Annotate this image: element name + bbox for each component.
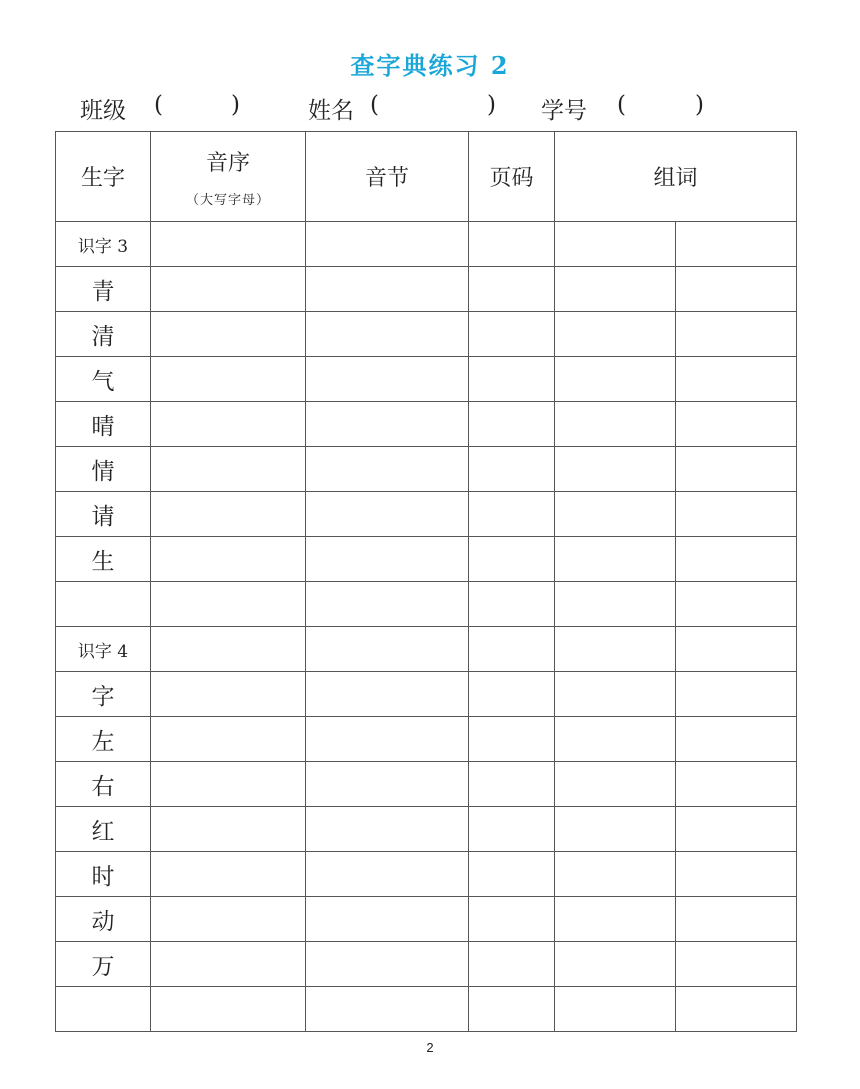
class-label: 班级	[80, 98, 126, 124]
word-cell-2[interactable]	[676, 672, 797, 717]
page-cell[interactable]	[469, 942, 555, 987]
id-open-paren: (	[617, 92, 626, 118]
word-cell-1[interactable]	[555, 402, 676, 447]
syllable-cell[interactable]	[306, 582, 469, 627]
table-row	[56, 807, 797, 852]
id-close-paren: )	[695, 92, 704, 118]
table-row	[56, 762, 797, 807]
page-cell[interactable]	[469, 717, 555, 762]
order-cell[interactable]	[151, 312, 306, 357]
table-row	[56, 357, 797, 402]
table-header-row	[56, 132, 797, 222]
table-row	[56, 897, 797, 942]
table-row	[56, 672, 797, 717]
word-cell-2[interactable]	[676, 987, 797, 1032]
word-cell-1[interactable]	[555, 357, 676, 402]
word-cell-2[interactable]	[676, 942, 797, 987]
class-close-paren: )	[231, 92, 240, 118]
table-row	[56, 582, 797, 627]
word-cell-1[interactable]	[555, 987, 676, 1032]
char-cell: 请	[56, 492, 151, 537]
word-cell-1[interactable]	[555, 627, 676, 672]
table-row	[56, 537, 797, 582]
syllable-cell[interactable]	[306, 447, 469, 492]
word-cell-1[interactable]	[555, 717, 676, 762]
word-cell-2[interactable]	[676, 582, 797, 627]
char-cell: 左	[56, 717, 151, 762]
section-label: 识字 4	[56, 627, 151, 672]
word-cell-1[interactable]	[555, 582, 676, 627]
order-cell[interactable]	[151, 852, 306, 897]
syllable-cell[interactable]	[306, 267, 469, 312]
table-row	[56, 447, 797, 492]
char-cell: 时	[56, 852, 151, 897]
char-cell: 晴	[56, 402, 151, 447]
word-cell-2[interactable]	[676, 627, 797, 672]
word-cell-1[interactable]	[555, 537, 676, 582]
char-cell: 字	[56, 672, 151, 717]
table-row	[56, 222, 797, 267]
char-cell: 清	[56, 312, 151, 357]
word-cell-1[interactable]	[555, 222, 676, 267]
word-cell-2[interactable]	[676, 222, 797, 267]
table-row	[56, 267, 797, 312]
page-cell[interactable]	[469, 537, 555, 582]
page-cell[interactable]	[469, 987, 555, 1032]
syllable-cell[interactable]	[306, 852, 469, 897]
char-cell: 情	[56, 447, 151, 492]
class-open-paren: (	[154, 92, 163, 118]
char-cell	[56, 582, 151, 627]
word-cell-2[interactable]	[676, 492, 797, 537]
word-cell-2[interactable]	[676, 897, 797, 942]
word-cell-2[interactable]	[676, 762, 797, 807]
word-cell-1[interactable]	[555, 762, 676, 807]
table-row	[56, 717, 797, 762]
word-cell-1[interactable]	[555, 852, 676, 897]
syllable-cell[interactable]	[306, 627, 469, 672]
syllable-cell[interactable]	[306, 402, 469, 447]
page-cell[interactable]	[469, 807, 555, 852]
page-cell[interactable]	[469, 222, 555, 267]
order-cell[interactable]	[151, 672, 306, 717]
page-title: 查字典练习 2	[350, 51, 510, 80]
page-cell[interactable]	[469, 852, 555, 897]
char-cell: 动	[56, 897, 151, 942]
word-cell-2[interactable]	[676, 537, 797, 582]
page-cell[interactable]	[469, 267, 555, 312]
order-cell[interactable]	[151, 897, 306, 942]
page-cell[interactable]	[469, 897, 555, 942]
order-cell[interactable]	[151, 807, 306, 852]
syllable-cell[interactable]	[306, 222, 469, 267]
syllable-cell[interactable]	[306, 537, 469, 582]
table-row	[56, 942, 797, 987]
word-cell-2[interactable]	[676, 267, 797, 312]
word-cell-1[interactable]	[555, 267, 676, 312]
syllable-cell[interactable]	[306, 762, 469, 807]
char-cell	[56, 987, 151, 1032]
section-label: 识字 3	[56, 222, 151, 267]
syllable-cell[interactable]	[306, 987, 469, 1032]
table-row	[56, 852, 797, 897]
order-cell[interactable]	[151, 357, 306, 402]
order-cell[interactable]	[151, 402, 306, 447]
order-cell[interactable]	[151, 942, 306, 987]
order-cell[interactable]	[151, 492, 306, 537]
page-cell[interactable]	[469, 402, 555, 447]
word-cell-1[interactable]	[555, 492, 676, 537]
word-cell-1[interactable]	[555, 672, 676, 717]
order-cell[interactable]	[151, 762, 306, 807]
syllable-cell[interactable]	[306, 717, 469, 762]
char-cell: 气	[56, 357, 151, 402]
header-order	[151, 132, 306, 222]
word-cell-2[interactable]	[676, 807, 797, 852]
table-body	[56, 222, 797, 1032]
page-cell[interactable]	[469, 447, 555, 492]
header-words: 组词	[555, 132, 797, 222]
word-cell-2[interactable]	[676, 852, 797, 897]
table-row	[56, 627, 797, 672]
order-cell[interactable]	[151, 582, 306, 627]
order-cell[interactable]	[151, 627, 306, 672]
word-cell-2[interactable]	[676, 402, 797, 447]
word-cell-2[interactable]	[676, 357, 797, 402]
syllable-cell[interactable]	[306, 807, 469, 852]
page-cell[interactable]	[469, 672, 555, 717]
char-cell: 生	[56, 537, 151, 582]
word-cell-2[interactable]	[676, 312, 797, 357]
page-cell[interactable]	[469, 582, 555, 627]
name-close-paren: )	[487, 92, 496, 118]
word-cell-1[interactable]	[555, 807, 676, 852]
id-label: 学号	[541, 98, 587, 124]
syllable-cell[interactable]	[306, 357, 469, 402]
syllable-cell[interactable]	[306, 492, 469, 537]
word-cell-1[interactable]	[555, 312, 676, 357]
header-char: 生字	[56, 132, 151, 222]
dictionary-practice-table	[55, 131, 797, 1032]
header-syllable: 音节	[306, 132, 469, 222]
order-cell[interactable]	[151, 222, 306, 267]
page-cell[interactable]	[469, 312, 555, 357]
char-cell: 万	[56, 942, 151, 987]
char-cell: 青	[56, 267, 151, 312]
page-cell[interactable]	[469, 357, 555, 402]
table-row	[56, 402, 797, 447]
table-row	[56, 312, 797, 357]
page-cell[interactable]	[469, 762, 555, 807]
word-cell-1[interactable]	[555, 942, 676, 987]
page-cell[interactable]	[469, 627, 555, 672]
char-cell: 红	[56, 807, 151, 852]
order-cell[interactable]	[151, 447, 306, 492]
page-cell[interactable]	[469, 492, 555, 537]
word-cell-1[interactable]	[555, 447, 676, 492]
header-page: 页码	[469, 132, 555, 222]
syllable-cell[interactable]	[306, 897, 469, 942]
syllable-cell[interactable]	[306, 312, 469, 357]
name-label: 姓名	[308, 98, 354, 124]
student-info-row	[0, 92, 860, 128]
syllable-cell[interactable]	[306, 942, 469, 987]
order-cell[interactable]	[151, 537, 306, 582]
syllable-cell[interactable]	[306, 672, 469, 717]
header-order-note: （大写字母）	[185, 192, 270, 208]
table-row	[56, 987, 797, 1032]
page-number: 2	[426, 1040, 434, 1055]
word-cell-2[interactable]	[676, 717, 797, 762]
order-cell[interactable]	[151, 267, 306, 312]
table-row	[56, 492, 797, 537]
header-order-label: 音序	[205, 150, 250, 176]
order-cell[interactable]	[151, 717, 306, 762]
char-cell: 右	[56, 762, 151, 807]
word-cell-2[interactable]	[676, 447, 797, 492]
order-cell[interactable]	[151, 987, 306, 1032]
name-open-paren: (	[370, 92, 379, 118]
word-cell-1[interactable]	[555, 897, 676, 942]
